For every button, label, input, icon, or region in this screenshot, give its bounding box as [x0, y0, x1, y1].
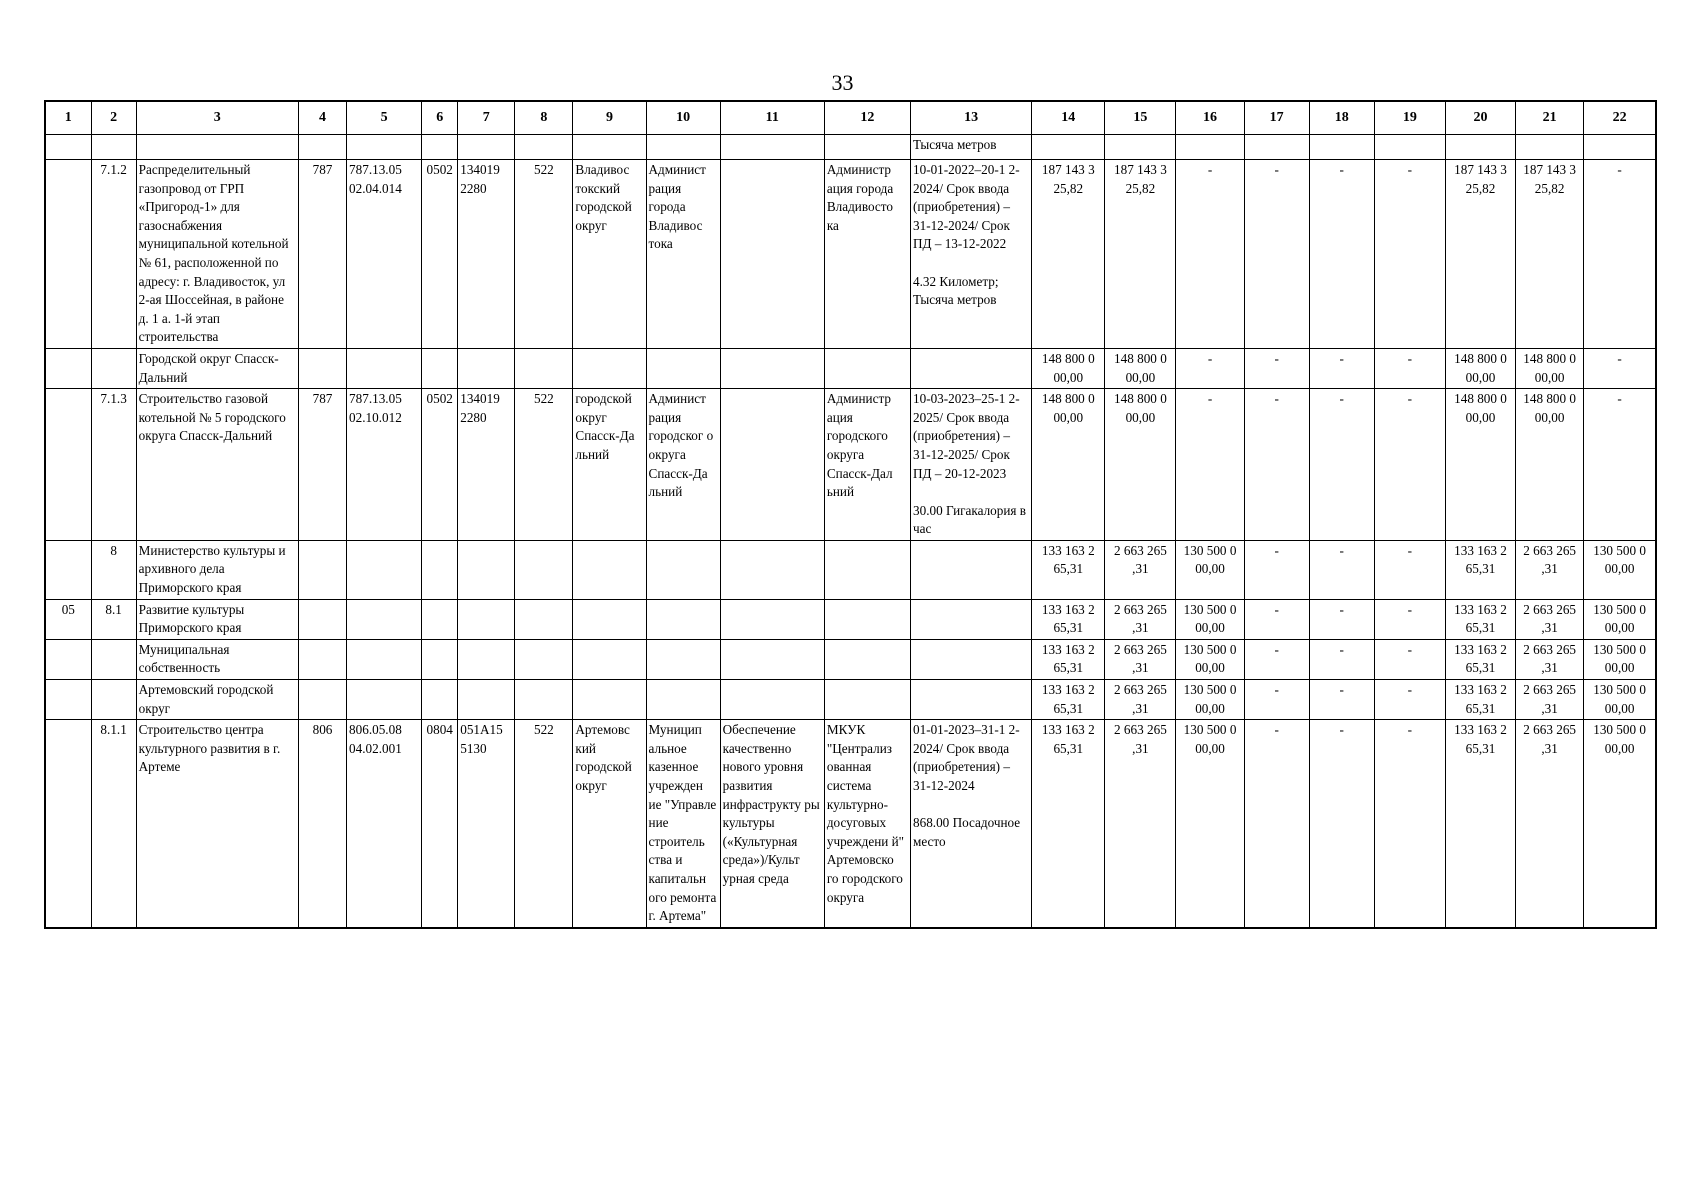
table-cell: [515, 348, 573, 388]
table-cell: [458, 135, 515, 160]
column-header: 11: [720, 101, 824, 135]
table-cell: [458, 540, 515, 599]
table-cell: 051А15 5130: [458, 720, 515, 928]
table-cell: 130 500 0 00,00: [1584, 720, 1656, 928]
table-cell: 787: [298, 389, 346, 541]
table-cell: [573, 639, 646, 679]
table-cell: -: [1374, 680, 1445, 720]
table-cell: 522: [515, 389, 573, 541]
table-cell: 187 143 3 25,82: [1105, 160, 1176, 349]
table-cell: 522: [515, 720, 573, 928]
table-row: [45, 160, 1656, 349]
table-cell: 8.1.1: [91, 720, 136, 928]
table-cell: [515, 540, 573, 599]
table-cell: 133 163 2 65,31: [1445, 540, 1515, 599]
table-cell: 133 163 2 65,31: [1445, 599, 1515, 639]
table-cell: Муницип альное казенное учрежден ие "Управле ние строитель ства и капитальн ого ремонта г. Артема": [646, 720, 720, 928]
table-cell: [347, 135, 422, 160]
table-cell: 133 163 2 65,31: [1445, 639, 1515, 679]
column-header: 4: [298, 101, 346, 135]
table-cell: 148 800 0 00,00: [1105, 348, 1176, 388]
table-cell: -: [1584, 348, 1656, 388]
table-cell: [458, 599, 515, 639]
table-cell: -: [1176, 160, 1244, 349]
table-cell: 7.1.3: [91, 389, 136, 541]
table-cell: [458, 639, 515, 679]
table-cell: 787: [298, 160, 346, 349]
table-cell: 130 500 0 00,00: [1584, 639, 1656, 679]
table-cell: -: [1176, 389, 1244, 541]
table-cell: 0804: [422, 720, 458, 928]
table-cell: [91, 639, 136, 679]
column-header: 17: [1244, 101, 1309, 135]
table-cell: [422, 599, 458, 639]
table-cell: 130 500 0 00,00: [1584, 680, 1656, 720]
table-cell: Строительство газовой котельной № 5 городского округа Спасск-Дальний: [136, 389, 298, 541]
table-cell: [422, 540, 458, 599]
column-header: 12: [824, 101, 910, 135]
table-cell: [720, 540, 824, 599]
table-cell: 133 163 2 65,31: [1445, 680, 1515, 720]
column-header: 9: [573, 101, 646, 135]
table-cell: 130 500 0 00,00: [1584, 599, 1656, 639]
table-cell: Развитие культуры Приморского края: [136, 599, 298, 639]
table-cell: -: [1374, 348, 1445, 388]
table-cell: Владивос токский городской округ: [573, 160, 646, 349]
table-cell: 133 163 2 65,31: [1445, 720, 1515, 928]
table-cell: -: [1176, 348, 1244, 388]
table-cell: Артемовский городской округ: [136, 680, 298, 720]
table-cell: 133 163 2 65,31: [1032, 720, 1105, 928]
table-cell: [720, 160, 824, 349]
table-cell: [720, 680, 824, 720]
table-cell: [91, 680, 136, 720]
table-cell: 2 663 265 ,31: [1516, 720, 1584, 928]
column-header: 6: [422, 101, 458, 135]
table-cell: -: [1584, 160, 1656, 349]
table-cell: 2 663 265 ,31: [1516, 599, 1584, 639]
table-cell: 148 800 0 00,00: [1516, 348, 1584, 388]
table-cell: [573, 599, 646, 639]
table-cell: 134019 2280: [458, 389, 515, 541]
table-cell: [458, 348, 515, 388]
table-cell: [298, 599, 346, 639]
table-cell: 8: [91, 540, 136, 599]
table-cell: [573, 540, 646, 599]
table-cell: [45, 135, 91, 160]
table-cell: Обеспечение качественно нового уровня развития инфраструкту ры культуры («Культурная среда»)/Культ урная среда: [720, 720, 824, 928]
table-cell: 0502: [422, 160, 458, 349]
table-cell: [347, 348, 422, 388]
table-cell: -: [1244, 389, 1309, 541]
table-cell: [298, 680, 346, 720]
table-cell: -: [1309, 348, 1374, 388]
table-cell: [573, 135, 646, 160]
column-header: 2: [91, 101, 136, 135]
table-cell: [515, 639, 573, 679]
table-cell: [824, 135, 910, 160]
column-header: 18: [1309, 101, 1374, 135]
table-cell: [720, 389, 824, 541]
table-cell: 7.1.2: [91, 160, 136, 349]
table-row: [45, 720, 1656, 928]
table-cell: [45, 720, 91, 928]
table-cell: 8.1: [91, 599, 136, 639]
table-cell: 522: [515, 160, 573, 349]
table-cell: -: [1309, 599, 1374, 639]
column-header: 15: [1105, 101, 1176, 135]
column-header: 20: [1445, 101, 1515, 135]
table-cell: 2 663 265 ,31: [1516, 639, 1584, 679]
table-cell: 2 663 265 ,31: [1516, 680, 1584, 720]
table-cell: 0502: [422, 389, 458, 541]
table-cell: [646, 680, 720, 720]
table-cell: -: [1309, 720, 1374, 928]
table-cell: 148 800 0 00,00: [1445, 348, 1515, 388]
table-cell: 2 663 265 ,31: [1105, 540, 1176, 599]
table-cell: [824, 348, 910, 388]
table-cell: -: [1244, 160, 1309, 349]
table-row: [45, 540, 1656, 599]
table-cell: -: [1244, 680, 1309, 720]
header-row: [45, 101, 1656, 135]
column-header: 7: [458, 101, 515, 135]
table-cell: [515, 680, 573, 720]
table-cell: [1176, 135, 1244, 160]
table-cell: [91, 348, 136, 388]
table-cell: [573, 348, 646, 388]
table-row: [45, 389, 1656, 541]
table-cell: [515, 599, 573, 639]
table-cell: 787.13.05 02.10.012: [347, 389, 422, 541]
table-cell: 130 500 0 00,00: [1176, 540, 1244, 599]
table-cell: [298, 135, 346, 160]
column-header: 3: [136, 101, 298, 135]
table-cell: [646, 348, 720, 388]
table-cell: [45, 540, 91, 599]
table-cell: [45, 639, 91, 679]
table-cell: Строительство центра культурного развития в г. Артеме: [136, 720, 298, 928]
table-cell: [422, 639, 458, 679]
table-cell: 187 143 3 25,82: [1445, 160, 1515, 349]
table-cell: [720, 135, 824, 160]
table-cell: [720, 599, 824, 639]
table-row: [45, 680, 1656, 720]
table-cell: [422, 135, 458, 160]
table-row: [45, 135, 1656, 160]
table-cell: [1516, 135, 1584, 160]
table-cell: [1105, 135, 1176, 160]
table-cell: [1244, 135, 1309, 160]
table-row: [45, 599, 1656, 639]
table-cell: [1445, 135, 1515, 160]
table-cell: Муниципальная собственность: [136, 639, 298, 679]
table-cell: 134019 2280: [458, 160, 515, 349]
budget-table: [44, 100, 1657, 929]
table-cell: [515, 135, 573, 160]
table-cell: [824, 639, 910, 679]
table-cell: 806: [298, 720, 346, 928]
column-header: 19: [1374, 101, 1445, 135]
column-header: 22: [1584, 101, 1656, 135]
column-header: 1: [45, 101, 91, 135]
column-header: 10: [646, 101, 720, 135]
table-cell: 130 500 0 00,00: [1176, 680, 1244, 720]
table-cell: 133 163 2 65,31: [1032, 639, 1105, 679]
table-cell: 130 500 0 00,00: [1584, 540, 1656, 599]
table-cell: 130 500 0 00,00: [1176, 639, 1244, 679]
table-cell: -: [1244, 639, 1309, 679]
table-cell: 130 500 0 00,00: [1176, 720, 1244, 928]
table-cell: 01-01-2023–31-1 2-2024/ Срок ввода (приобретения) – 31-12-2024 868.00 Посадочное место: [911, 720, 1032, 928]
table-cell: -: [1244, 348, 1309, 388]
column-header: 16: [1176, 101, 1244, 135]
table-cell: Городской округ Спасск-Дальний: [136, 348, 298, 388]
table-cell: [458, 680, 515, 720]
table-cell: [45, 389, 91, 541]
table-cell: [347, 680, 422, 720]
table-cell: -: [1374, 540, 1445, 599]
table-cell: [1374, 135, 1445, 160]
table-cell: -: [1374, 160, 1445, 349]
table-cell: МКУК "Централиз ованная система культурно- досуговых учреждени й" Артемовско го городского округа: [824, 720, 910, 928]
table-cell: 05: [45, 599, 91, 639]
table-cell: 806.05.08 04.02.001: [347, 720, 422, 928]
table-cell: Тысяча метров: [911, 135, 1032, 160]
table-cell: [720, 348, 824, 388]
table-cell: 133 163 2 65,31: [1032, 540, 1105, 599]
table-cell: [1584, 135, 1656, 160]
table-cell: -: [1374, 599, 1445, 639]
table-cell: [1309, 135, 1374, 160]
table-cell: 2 663 265 ,31: [1105, 720, 1176, 928]
table-cell: 2 663 265 ,31: [1105, 639, 1176, 679]
table-cell: [422, 680, 458, 720]
table-cell: -: [1244, 720, 1309, 928]
table-cell: Администр ация городского округа Спасск-Дал ьний: [824, 389, 910, 541]
table-cell: -: [1309, 680, 1374, 720]
table-cell: [824, 599, 910, 639]
table-cell: 130 500 0 00,00: [1176, 599, 1244, 639]
table-cell: [646, 540, 720, 599]
table-cell: 2 663 265 ,31: [1105, 599, 1176, 639]
table-cell: -: [1244, 540, 1309, 599]
table-cell: 2 663 265 ,31: [1105, 680, 1176, 720]
table-cell: -: [1374, 639, 1445, 679]
table-cell: Админист рация города Владивос тока: [646, 160, 720, 349]
table-cell: [91, 135, 136, 160]
table-cell: [911, 540, 1032, 599]
table-cell: [646, 639, 720, 679]
table-cell: [720, 639, 824, 679]
table-cell: [136, 135, 298, 160]
table-cell: 787.13.05 02.04.014: [347, 160, 422, 349]
table-cell: городской округ Спасск-Да льний: [573, 389, 646, 541]
table-cell: 148 800 0 00,00: [1105, 389, 1176, 541]
table-cell: -: [1309, 389, 1374, 541]
table-cell: [347, 599, 422, 639]
table-cell: -: [1244, 599, 1309, 639]
table-cell: [573, 680, 646, 720]
table-cell: [298, 639, 346, 679]
table-cell: -: [1309, 540, 1374, 599]
table-cell: [298, 540, 346, 599]
table-cell: Админист рация городског о округа Спасск-Да льний: [646, 389, 720, 541]
table-cell: Распределительный газопровод от ГРП «Пригород-1» для газоснабжения муниципальной котельной № 61, расположенной по адресу: г. Владивосток, ул 2-ая Шоссейная, в районе д. 1 а. 1-й этап строительства: [136, 160, 298, 349]
table-cell: 148 800 0 00,00: [1516, 389, 1584, 541]
table-cell: [347, 540, 422, 599]
table-cell: 187 143 3 25,82: [1032, 160, 1105, 349]
table-cell: [824, 680, 910, 720]
table-cell: [911, 348, 1032, 388]
column-header: 5: [347, 101, 422, 135]
column-header: 14: [1032, 101, 1105, 135]
table-cell: 187 143 3 25,82: [1516, 160, 1584, 349]
table-cell: -: [1309, 639, 1374, 679]
table-cell: 10-01-2022–20-1 2-2024/ Срок ввода (приобретения) – 31-12-2024/ Срок ПД – 13-12-2022 4.32 Километр; Тысяча метров: [911, 160, 1032, 349]
table-row: [45, 639, 1656, 679]
table-cell: [422, 348, 458, 388]
table-cell: 133 163 2 65,31: [1032, 680, 1105, 720]
table-cell: [45, 680, 91, 720]
table-cell: -: [1309, 160, 1374, 349]
table-cell: [911, 680, 1032, 720]
table-cell: [911, 599, 1032, 639]
table-row: [45, 348, 1656, 388]
table-cell: 10-03-2023–25-1 2-2025/ Срок ввода (приобретения) – 31-12-2025/ Срок ПД – 20-12-2023 30.00 Гигакалория в час: [911, 389, 1032, 541]
table-cell: [824, 540, 910, 599]
column-header: 21: [1516, 101, 1584, 135]
table-cell: [1032, 135, 1105, 160]
table-cell: 148 800 0 00,00: [1445, 389, 1515, 541]
table-cell: Министерство культуры и архивного дела Приморского края: [136, 540, 298, 599]
table-cell: [45, 160, 91, 349]
table-cell: [646, 135, 720, 160]
table-cell: [646, 599, 720, 639]
table-cell: -: [1374, 720, 1445, 928]
table-cell: Администр ация города Владивосто ка: [824, 160, 910, 349]
table-cell: 148 800 0 00,00: [1032, 348, 1105, 388]
table-cell: [347, 639, 422, 679]
table-cell: -: [1374, 389, 1445, 541]
table-cell: [911, 639, 1032, 679]
table-cell: Артемовс кий городской округ: [573, 720, 646, 928]
table-cell: [45, 348, 91, 388]
table-cell: 2 663 265 ,31: [1516, 540, 1584, 599]
page-number: 33: [831, 70, 854, 95]
table-cell: 133 163 2 65,31: [1032, 599, 1105, 639]
table-cell: -: [1584, 389, 1656, 541]
table-cell: [298, 348, 346, 388]
column-header: 8: [515, 101, 573, 135]
column-header: 13: [911, 101, 1032, 135]
table-cell: 148 800 0 00,00: [1032, 389, 1105, 541]
